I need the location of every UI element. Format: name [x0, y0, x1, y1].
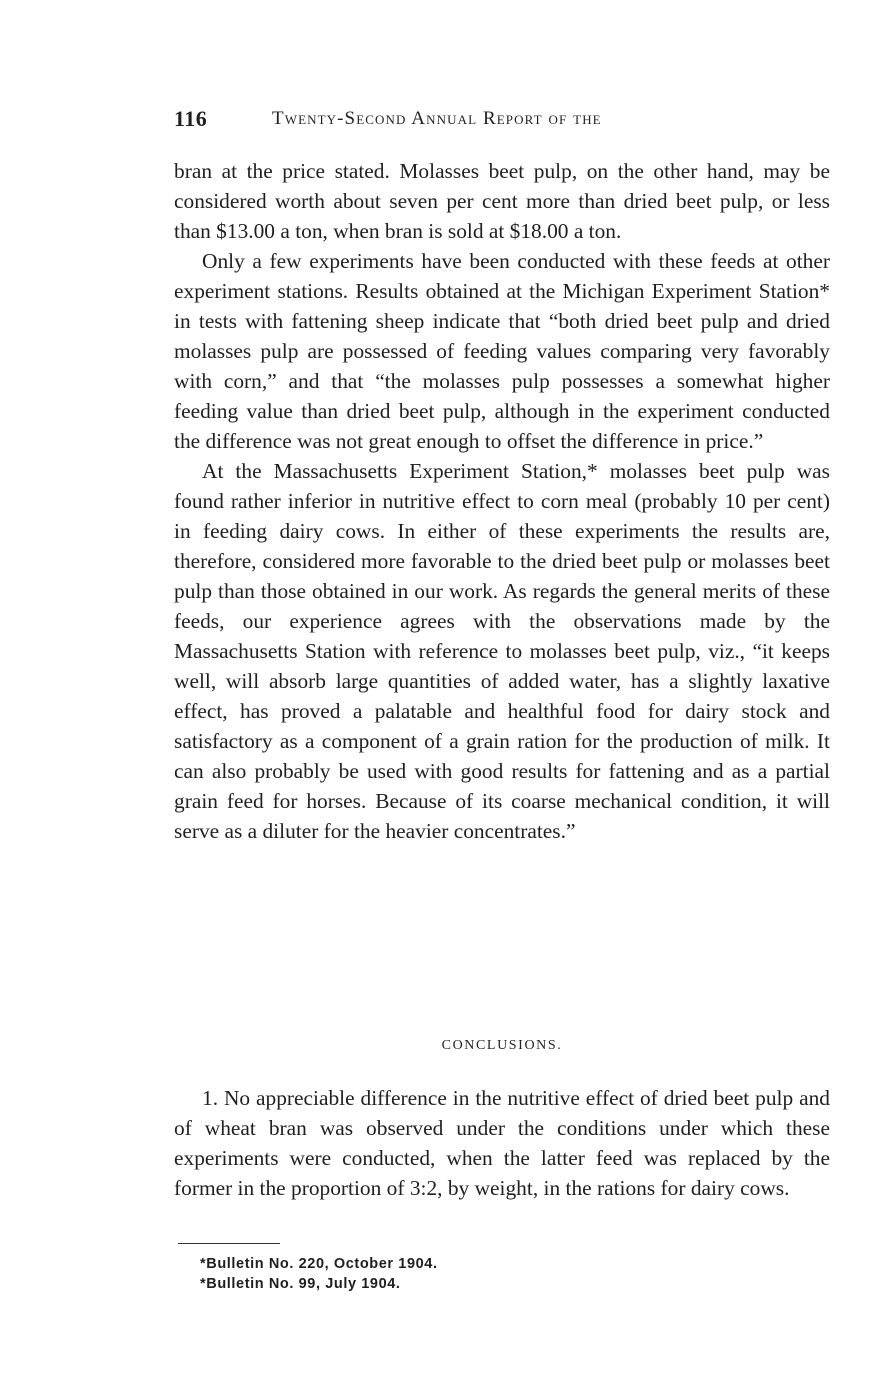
page-header: [174, 106, 834, 136]
conclusion-item-1: [174, 1083, 830, 1203]
footnote-divider: [178, 1243, 280, 1244]
paragraph-massachusetts: At the Massachusetts Experiment Station,* molasses beet pulp was found rather inferior in nutritive effect to corn meal (probably 10 per cent) in feeding dairy cows. In either of these experiments the results are, therefore, considered more favorable to the dried beet pulp or molasses beet pulp than those obtained in our work. As regards the general merits of these feeds, our experience agrees with the observations made by the Massachusetts Station with reference to molasses beet pulp, viz., “it keeps well, will absorb large quantities of added water, has a slightly laxative effect, has proved a palatable and healthful food for dairy stock and satisfactory as a component of a grain ration for the production of milk. It can also probably be used with good results for fattening and as a partial grain feed for horses. Because of its coarse mechanical condition, it will serve as a diluter for the heavier concentrates.”: [174, 459, 830, 843]
conclusions-heading: CONCLUSIONS.: [441, 1038, 563, 1053]
running-title: Twenty-Second Annual Report of the: [272, 108, 602, 129]
page-number: 116: [174, 106, 208, 131]
paragraph-continuation: bran at the price stated. Molasses beet pulp, on the other hand, may be considered worth about seven per cent more than dried beet pulp, or less than $13.00 a ton, when bran is sold at $18.00 a ton.: [174, 159, 830, 243]
body-text: [174, 156, 830, 846]
footnote-michigan: *Bulletin No. 220, October 1904.: [200, 1256, 438, 1272]
paragraph-michigan: Only a few experiments have been conducted with these feeds at other experiment stations. Results obtained at the Michigan Experiment Station* in tests with fattening sheep indicate that “both dried beet pulp and dried molasses pulp are possessed of feeding values comparing very favorably with corn,” and that “the molasses pulp possesses a somewhat higher feeding value than dried beet pulp, although in the experiment conducted the difference was not great enough to offset the difference in price.”: [174, 249, 830, 453]
footnotes: [200, 1254, 438, 1294]
conclusion-item-1-text: 1. No appreciable difference in the nutritive effect of dried beet pulp and of wheat bran was observed under the conditions under which these experiments were conducted, when the latter feed was replaced by the former in the proportion of 3:2, by weight, in the rations for dairy cows.: [174, 1086, 830, 1200]
footnote-massachusetts: *Bulletin No. 99, July 1904.: [200, 1276, 401, 1292]
